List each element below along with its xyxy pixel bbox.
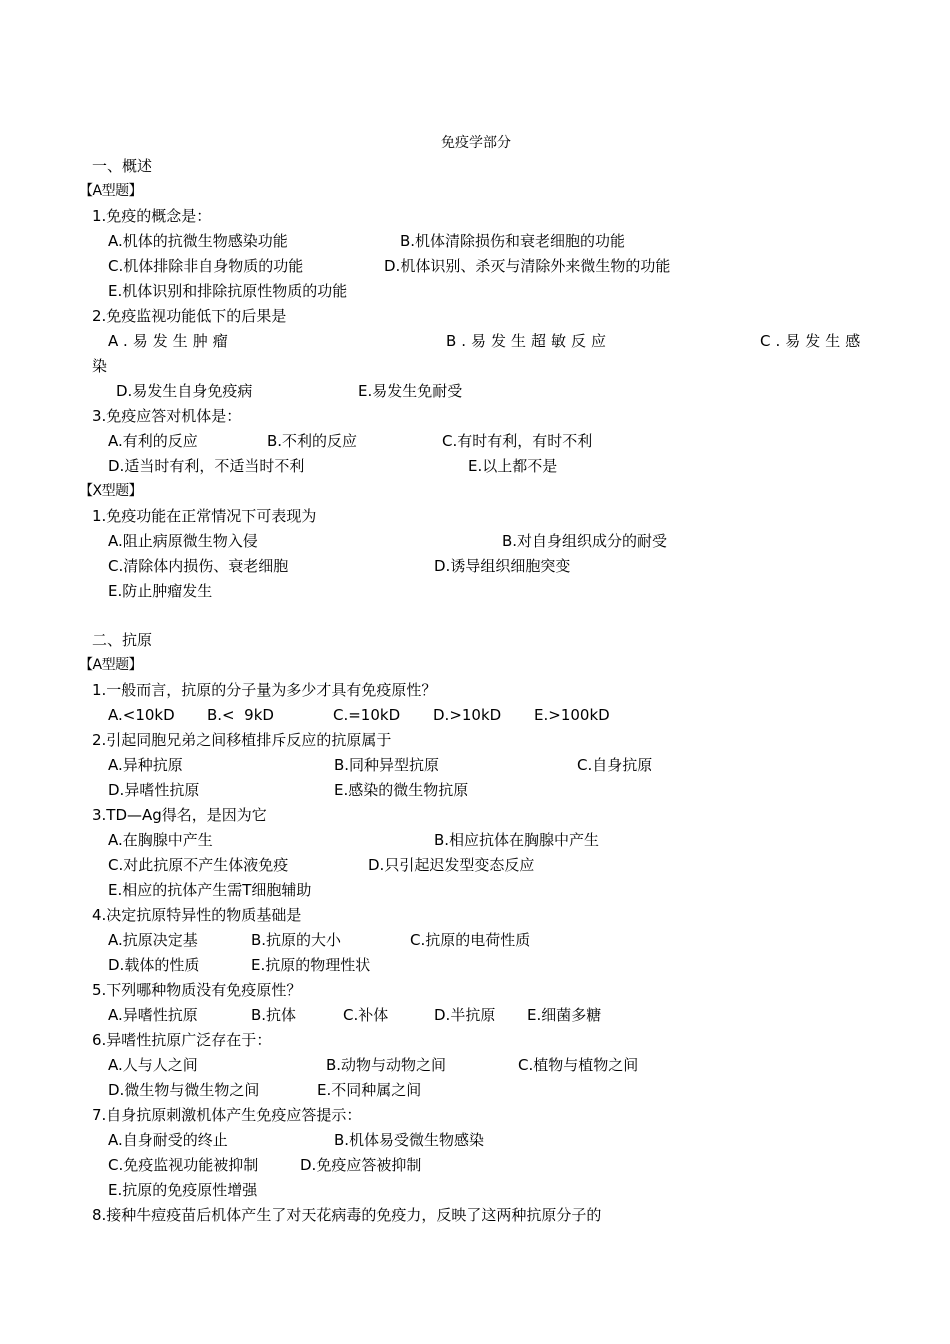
- section-heading: 二、抗原: [92, 631, 153, 649]
- page-title: 免疫学部分: [441, 135, 511, 151]
- question-stem: 2.引起同胞兄弟之间移植排斥反应的抗原属于: [92, 731, 392, 749]
- answer-option: C.有时有利，有时不利: [442, 432, 593, 450]
- answer-option: C.免疫监视功能被抑制: [108, 1156, 259, 1174]
- answer-option: A.人与人之间: [108, 1056, 198, 1074]
- answer-option: D.微生物与微生物之间: [108, 1081, 260, 1099]
- answer-option: B.易发生超敏反应: [446, 332, 612, 350]
- answer-option: C.清除体内损伤、衰老细胞: [108, 557, 289, 575]
- answer-option: E.>100kD: [534, 706, 610, 724]
- answer-option: D.适当时有利，不适当时不利: [108, 457, 305, 475]
- answer-option: E.不同种属之间: [317, 1081, 422, 1099]
- question-stem: 7.自身抗原刺激机体产生免疫应答提示：: [92, 1106, 362, 1124]
- answer-option: A.有利的反应: [108, 432, 198, 450]
- answer-option: B.动物与动物之间: [326, 1056, 447, 1074]
- answer-option: A.易发生肿瘤: [108, 332, 233, 350]
- answer-option: E.易发生免耐受: [358, 382, 463, 400]
- answer-option: A.异嗜性抗原: [108, 1006, 198, 1024]
- answer-option: E.抗原的物理性状: [251, 956, 371, 974]
- answer-option: C.机体排除非自身物质的功能: [108, 257, 304, 275]
- answer-option: D.半抗原: [434, 1006, 496, 1024]
- answer-option: B.不利的反应: [267, 432, 358, 450]
- answer-option: C.植物与植物之间: [518, 1056, 639, 1074]
- question-stem: 6.异嗜性抗原广泛存在于：: [92, 1031, 272, 1049]
- answer-option: D.机体识别、杀灭与清除外来微生物的功能: [384, 257, 671, 275]
- question-stem: 3.免疫应答对机体是：: [92, 407, 242, 425]
- answer-option: C.易发生感: [760, 332, 866, 350]
- question-type-tag: 【A型题】: [79, 183, 143, 199]
- question-stem: 1.免疫的概念是：: [92, 207, 212, 225]
- answer-option: B.抗体: [251, 1006, 297, 1024]
- answer-option: A.<10kD: [108, 706, 175, 724]
- answer-option: B.对自身组织成分的耐受: [502, 532, 668, 550]
- answer-option: D.载体的性质: [108, 956, 200, 974]
- answer-option: B.抗原的大小: [251, 931, 342, 949]
- answer-option: E.感染的微生物抗原: [334, 781, 469, 799]
- answer-option: B.相应抗体在胸腺中产生: [434, 831, 600, 849]
- answer-option: D.免疫应答被抑制: [300, 1156, 422, 1174]
- answer-option: E.以上都不是: [468, 457, 558, 475]
- answer-option: A.自身耐受的终止: [108, 1131, 228, 1149]
- answer-option: C.抗原的电荷性质: [410, 931, 531, 949]
- question-stem: 4.决定抗原特异性的物质基础是: [92, 906, 302, 924]
- answer-option: A.异种抗原: [108, 756, 183, 774]
- answer-option: D.>10kD: [433, 706, 502, 724]
- question-stem: 5.下列哪种物质没有免疫原性？: [92, 981, 302, 999]
- question-type-tag: 【A型题】: [79, 657, 143, 673]
- answer-option: E.细菌多糖: [527, 1006, 602, 1024]
- answer-option: E.抗原的免疫原性增强: [108, 1181, 258, 1199]
- answer-option: D.诱导组织细胞突变: [434, 557, 571, 575]
- answer-option: C.自身抗原: [577, 756, 653, 774]
- answer-option: A.抗原决定基: [108, 931, 198, 949]
- answer-option: A.机体的抗微生物感染功能: [108, 232, 288, 250]
- question-stem: 1.免疫功能在正常情况下可表现为: [92, 507, 317, 525]
- question-stem: 8.接种牛痘疫苗后机体产生了对天花病毒的免疫力，反映了这两种抗原分子的: [92, 1206, 602, 1224]
- question-stem: 1.一般而言，抗原的分子量为多少才具有免疫原性？: [92, 681, 437, 699]
- answer-option: B.机体易受微生物感染: [334, 1131, 485, 1149]
- answer-option: D.易发生自身免疫病: [116, 382, 253, 400]
- answer-option: B.机体清除损伤和衰老细胞的功能: [400, 232, 626, 250]
- answer-option: A.阻止病原微生物入侵: [108, 532, 258, 550]
- answer-option: A.在胸腺中产生: [108, 831, 213, 849]
- section-heading: 一、概述: [92, 157, 153, 175]
- answer-option: D.只引起迟发型变态反应: [368, 856, 535, 874]
- answer-option: B.同种异型抗原: [334, 756, 440, 774]
- answer-option: E.防止肿瘤发生: [108, 582, 213, 600]
- question-type-tag: 【X型题】: [79, 483, 143, 499]
- answer-option: C.对此抗原不产生体液免疫: [108, 856, 289, 874]
- answer-option: E.机体识别和排除抗原性物质的功能: [108, 282, 348, 300]
- answer-option: C.补体: [343, 1006, 389, 1024]
- answer-option: E.相应的抗体产生需T细胞辅助: [108, 881, 312, 899]
- answer-option: B.< 9kD: [207, 706, 274, 724]
- question-stem: 2.免疫监视功能低下的后果是: [92, 307, 287, 325]
- answer-option: C.=10kD: [333, 706, 401, 724]
- answer-option: D.异嗜性抗原: [108, 781, 200, 799]
- answer-option: 染: [92, 357, 108, 375]
- question-stem: 3.TD—Ag得名，是因为它: [92, 806, 267, 824]
